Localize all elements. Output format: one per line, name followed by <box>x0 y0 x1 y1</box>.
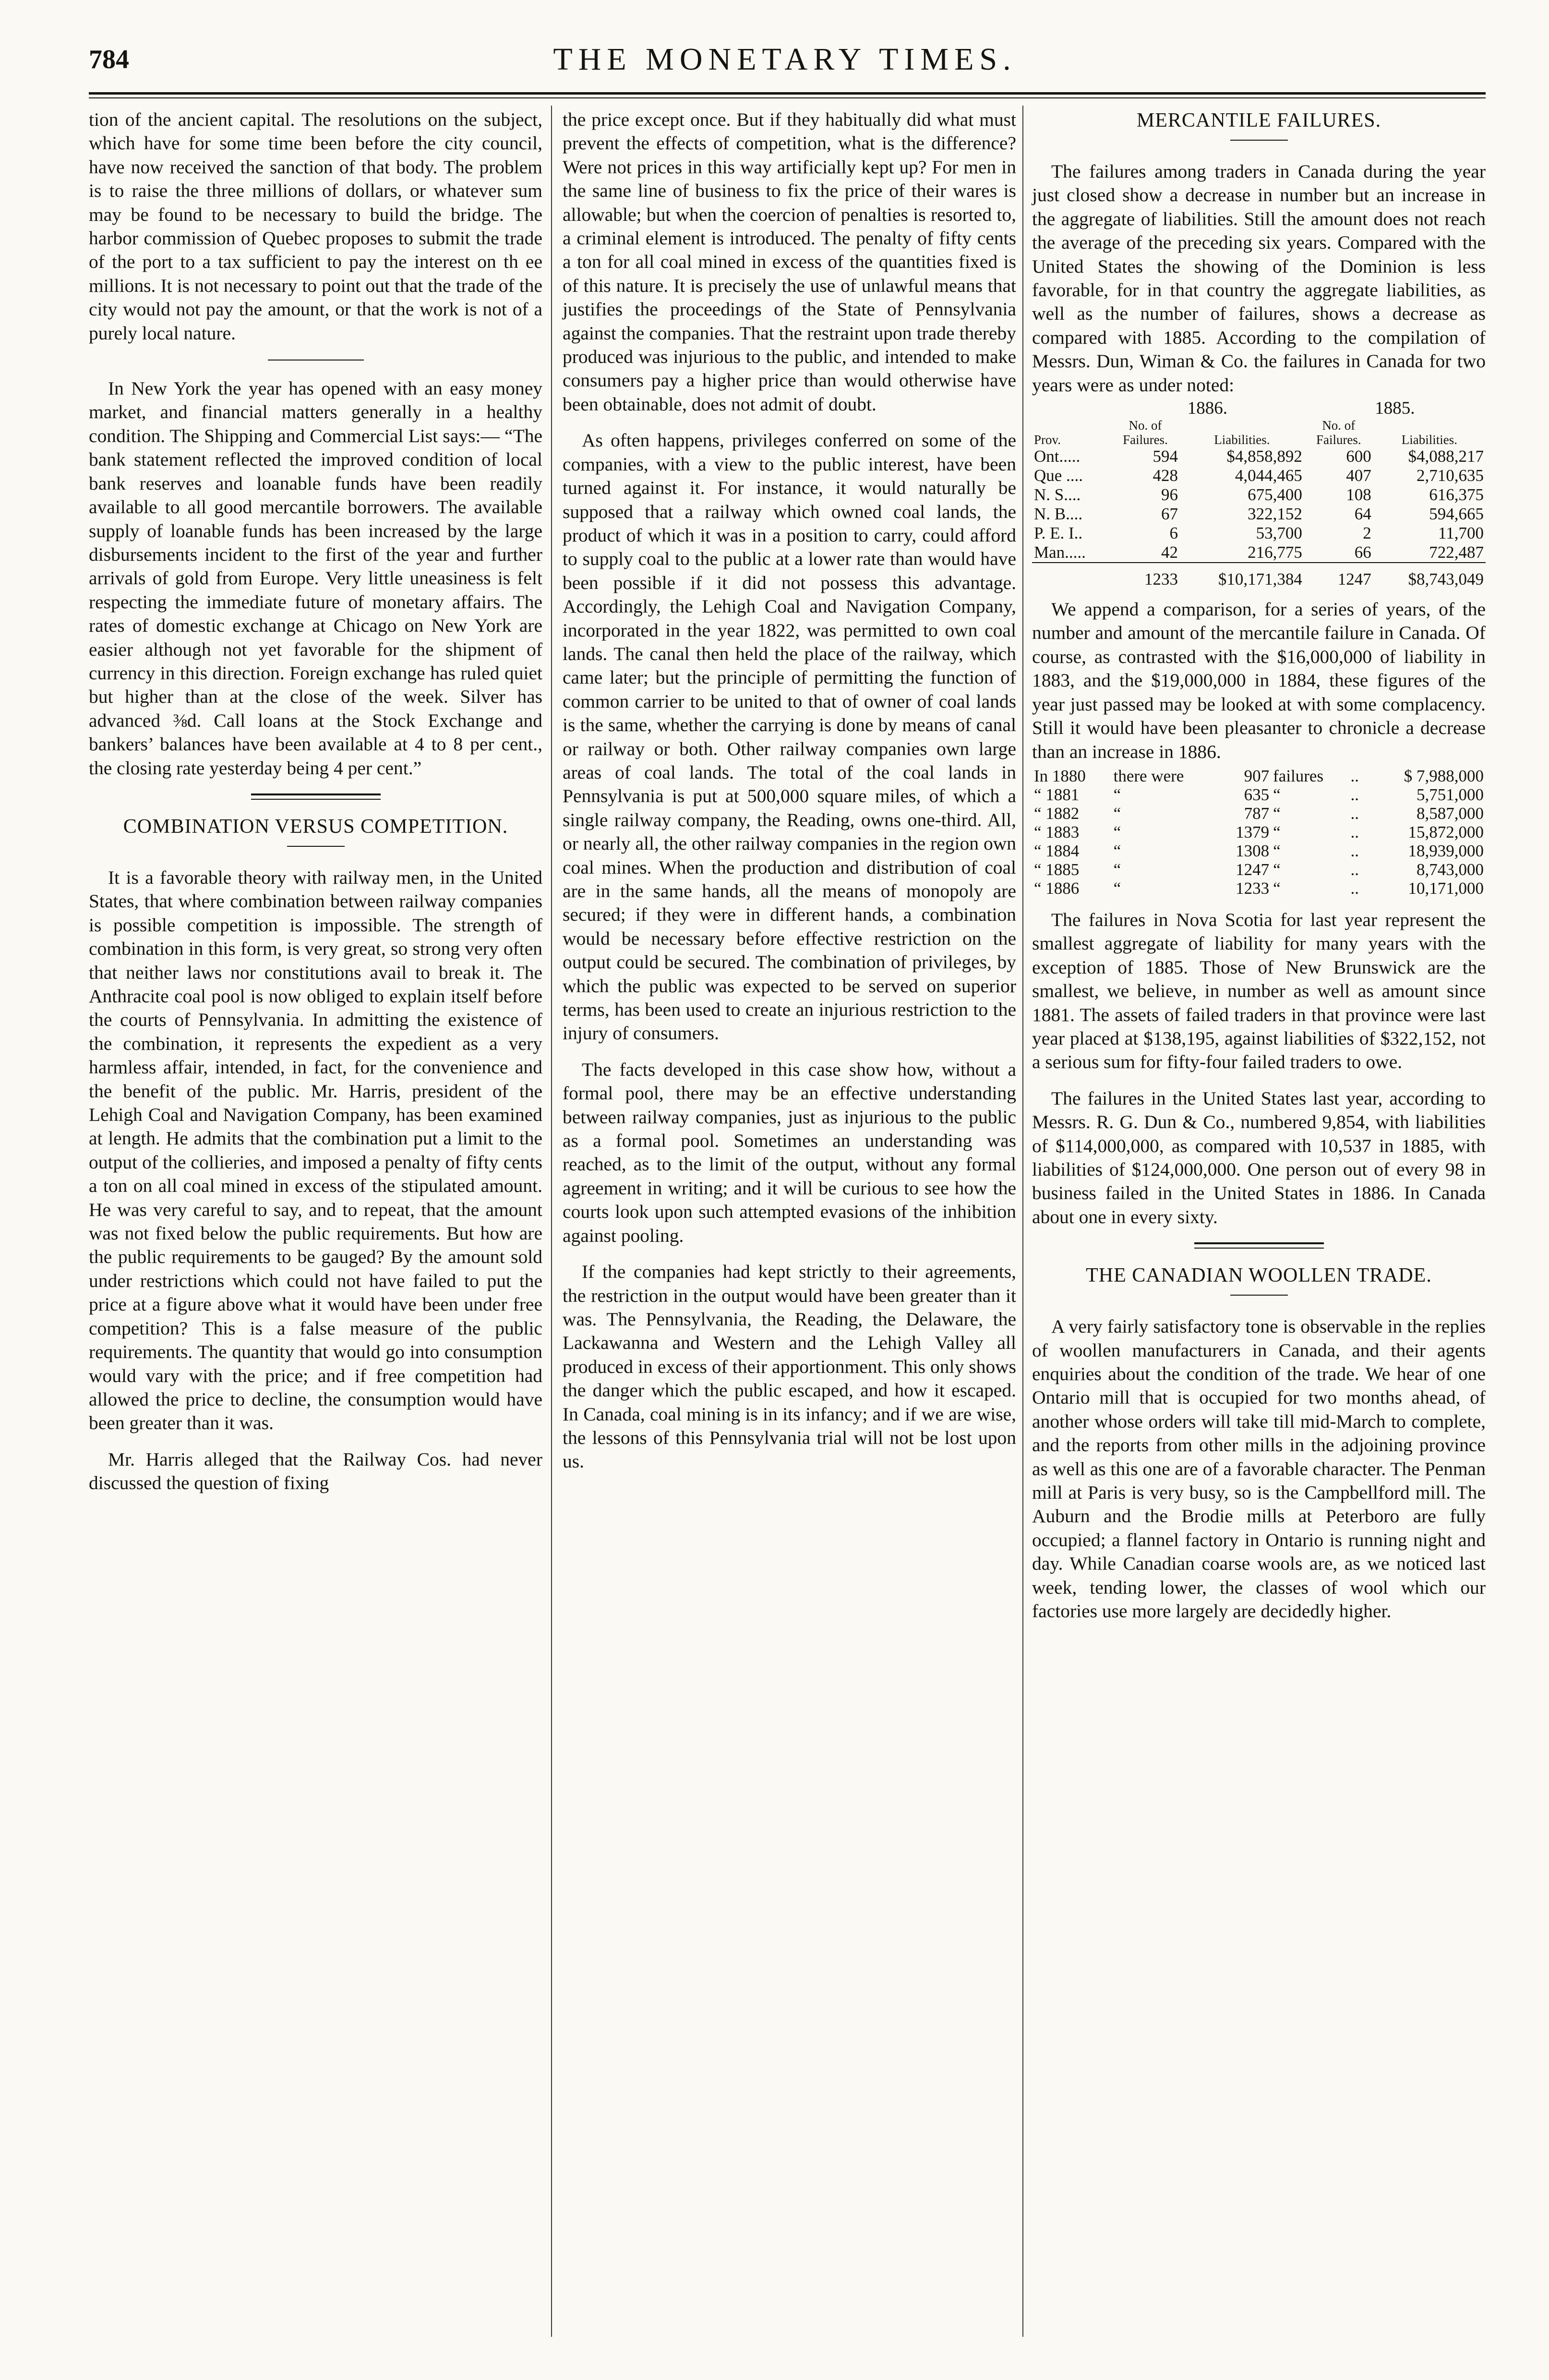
table-row <box>1032 447 1486 466</box>
table-cell: $4,858,892 <box>1226 447 1302 466</box>
article-paragraph: As often happens, privileges conferred on some of the companies, with a view to the public interest, have been turned against it. For instance, it would naturally be supposed that a railway which owned coal lands, the product of which it was in a position to carry, could afford to supply coal to the public at a lower rate than would have been possible if it did not possess this advantage. Accordingly, the Lehigh Coal and Navigation Company, incorporated in the year 1822, was permitted to own coal lands. The canal then held the place of the railway, which came later; but the principle of permitting the function of common carrier to be united to that of owner of coal lands is the same, whether the carrying is done by means of canal or railway or both. Other railway companies own large areas of coal lands. The total of the coal lands in Pennsylvania is put at 500,000 square miles, of which a single railway company, the Reading, owns one-third. All, or nearly all, the other railway companies in the region own coal mines. When the production and distribution of coal are in the same hands, all the means of monopoly are secured; if they were in different hands, a combination would be necessary before effective restriction on the output could be secured. The combination of privileges, by which the public was expected to be served on superior terms, has been used to create an injurious restriction to the injury of consumers. <box>563 430 1016 1044</box>
table-row <box>1032 804 1486 823</box>
table-row <box>1032 860 1486 879</box>
column-divider-2 <box>1022 106 1023 2337</box>
table-row <box>1032 841 1486 860</box>
table-cell: .. <box>1350 804 1359 823</box>
article-heading: MERCANTILE FAILURES. <box>1136 109 1381 132</box>
article-paragraph: A very fairly satisfactory tone is observable in the replies of woollen manufacturers in Canada, and their agents enquiries about the condition of the trade. We hear of one Ontario mill that is occupied for two months ahead, of another whose orders will take till mid-March to complete, and the reports from other mills in the adjoining province as well as this one are of a favorable character. The Penman mill at Paris is very busy, so is the Campbellford mill. The Auburn and the Brodie mills at Peterboro are fully occupied; a flannel factory in Ontario is running night and day. While Canadian coarse wools are, as we noticed last week, tending lower, the classes of wool which our factories use more largely are decidedly higher. <box>1032 1316 1486 1622</box>
table-cell: .. <box>1350 766 1359 785</box>
table-cell: N. S.... <box>1034 485 1081 505</box>
column-divider-1 <box>551 106 552 2337</box>
table-cell: 1247 <box>1304 563 1373 589</box>
heading-rule <box>1230 140 1288 141</box>
table-cell: .. <box>1350 860 1359 879</box>
table-cell: 64 <box>1354 505 1371 524</box>
page-number: 784 <box>89 45 129 74</box>
table-header: No. of <box>1322 418 1356 433</box>
article-paragraph: The failures among traders in Canada during the year just closed show a decrease in number but an increase in the aggregate of liabilities. Still the amount does not reach the average of the preceding six years. Compared with the United States the showing of the Dominion is less favorable, for in that country the aggregate liabilities, as well as the number of failures, shows a decrease as compared with 1885. According to the compilation of Messrs. Dun, Wiman & Co. the failures in Canada for two years were as under noted: <box>1032 161 1486 396</box>
table-cell: 1308 <box>1236 841 1270 860</box>
table-row <box>1032 524 1486 543</box>
table-cell: “ <box>1273 804 1281 823</box>
table-cell: $4,088,217 <box>1408 447 1484 466</box>
table-cell: “ <box>1113 841 1121 860</box>
table-header: No. of <box>1129 418 1162 433</box>
article-paragraph: the price except once. But if they habitually did what must prevent the effects of competition, what is the difference? Were not prices in this way artificially kept up? For men in the same line of business to fix the price of their wares is allowable; but when the coercion of penalties is resorted to, a criminal element is introduced. The penalty of fifty cents a ton for all coal mined in excess of the quantities fixed is of this nature. It is precisely the use of unlawful means that justifies the proceedings of the State of Pennsylvania against the companies. That the restraint upon trade thereby produced was injurious to the public, and intended to make consumers pay a higher price than would otherwise have been obtainable, does not admit of doubt. <box>563 109 1016 415</box>
table-cell: Ont..... <box>1034 447 1081 466</box>
table-cell: “ <box>1273 822 1281 841</box>
table-cell: “ <box>1113 878 1121 898</box>
table-cell: $ 7,988,000 <box>1404 766 1484 785</box>
table-cell: “ <box>1273 878 1281 898</box>
article-separator <box>251 793 381 800</box>
table-row <box>1032 485 1486 505</box>
table-row <box>1032 879 1486 898</box>
table-cell: there were <box>1113 766 1184 785</box>
table-cell: 594 <box>1153 447 1178 466</box>
table-cell: “ <box>1113 822 1121 841</box>
table-cell: 4,044,465 <box>1235 466 1302 485</box>
article-paragraph: We append a comparison, for a series of years, of the number and amount of the mercantile failure in Canada. Of course, as contrasted with the $16,000,000 of liability in 1883, and the $19,000,000 in 1884, these figures of the year just passed may be looked at with some complacency. Still it would have been pleasanter to chronicle a decrease than an increase in 1886. <box>1032 599 1486 762</box>
heading-rule <box>287 846 345 847</box>
table-cell: “ 1885 <box>1034 860 1080 879</box>
table-cell: 42 <box>1161 543 1178 562</box>
table-cell: 322,152 <box>1248 505 1302 524</box>
table-cell: 96 <box>1161 485 1178 505</box>
column-3 <box>1032 108 1486 2337</box>
article-paragraph: The failures in the United States last year, according to Messrs. R. G. Dun & Co., numbered 9,854, with liabilities of $114,000,000, as compared with 10,537 in 1885, with liabilities of $124,000,000. One person out of every 98 in business failed in the United States in 1886. In Canada about one in every sixty. <box>1032 1087 1486 1227</box>
table-cell: 8,587,000 <box>1417 804 1484 823</box>
table-row <box>1032 466 1486 485</box>
page-header <box>89 44 1481 87</box>
table-header: Liabilities. <box>1214 433 1270 447</box>
section-separator <box>268 360 364 361</box>
table-cell: N. B.... <box>1034 505 1083 524</box>
table-cell: In 1880 <box>1034 766 1086 785</box>
table-cell: “ <box>1113 860 1121 879</box>
table-cell: “ <box>1113 804 1121 823</box>
failures-by-province-table <box>1032 399 1486 589</box>
header-rule-thin <box>89 97 1486 98</box>
table-cell: 1247 <box>1236 860 1270 879</box>
table-cell: 787 <box>1244 804 1270 823</box>
table-cell: 600 <box>1346 447 1371 466</box>
article-separator <box>1194 1242 1324 1249</box>
table-header: Prov. <box>1034 433 1061 447</box>
table-cell: 108 <box>1346 485 1371 505</box>
table-cell: “ 1886 <box>1034 878 1080 898</box>
article-paragraph: In New York the year has opened with an easy money market, and financial matters generally in a healthy condition. The Shipping and Commercial List says:— “The bank statement reflected the improved condition of local bank reserves and loanable funds have been readily available to all good mercantile borrowers. The available supply of loanable funds has been increased by the large disbursements incident to the first of the year and further arrivals of gold from Europe. Very little uneasiness is felt respecting the immediate future of monetary affairs. The rates of domestic exchange at Chicago on New York are easier although not yet favorable for the shipment of currency in this direction. Foreign exchange has ruled quiet but higher than at the close of the week. Silver has advanced ⅜d. Call loans at the Stock Exchange and bankers’ balances have been available at 4 to 8 per cent., the closing rate yesterday being 4 per cent.” <box>89 378 542 779</box>
article-paragraph: tion of the ancient capital. The resolutions on the subject, which have for some time been before the city council, have now received the sanction of that body. The problem is to raise the three millions of dollars, or whatever sum may be found to be necessary to build the bridge. The harbor commission of Quebec proposes to submit the trade of the port to a tax sufficient to pay the interest on th ee millions. It is not necessary to point out that the trade of the city would not pay the amount, or that the work is not of a purely local nature. <box>89 109 542 344</box>
table-cell: “ <box>1113 785 1121 804</box>
table-row <box>1032 767 1486 785</box>
table-cell: P. E. I.. <box>1034 524 1083 543</box>
heading-rule <box>1230 1295 1288 1296</box>
masthead-title: THE MONETARY TIMES. <box>553 42 1017 77</box>
table-cell: 11,700 <box>1438 524 1484 543</box>
table-cell: $10,171,384 <box>1180 563 1304 589</box>
table-cell: 407 <box>1346 466 1371 485</box>
table-year-heading: 1885. <box>1375 398 1415 419</box>
article-paragraph: If the companies had kept strictly to their agreements, the restriction in the output would have been greater than it was. The Pennsylvania, the Reading, the Delaware, the Lackawanna and Western and the Lehigh Valley all produced in excess of their apportionment. This only shows the danger which the public escaped, and how it escaped. In Canada, coal mining is in its infancy; and if we are wise, the lessons of this Pennsylvania trial will not be lost upon us. <box>563 1261 1016 1472</box>
table-cell: 66 <box>1354 543 1371 562</box>
table-cell: “ <box>1273 860 1281 879</box>
table-cell: .. <box>1350 878 1359 898</box>
table-cell: “ <box>1273 785 1281 804</box>
table-cell: 2,710,635 <box>1417 466 1484 485</box>
table-cell: 6 <box>1169 524 1178 543</box>
header-rule-thick <box>89 92 1486 95</box>
table-cell: “ 1884 <box>1034 841 1080 860</box>
article-paragraph: The failures in Nova Scotia for last year represent the smallest aggregate of liability for many years with the exception of 1885. Those of New Brunswick are the smallest, we believe, in number as well as amount since 1881. The assets of failed traders in that province were last year placed at $138,195, against liabilities of $322,152, not a serious sum for fifty-four failed traders to owe. <box>1032 909 1486 1073</box>
article-heading: COMBINATION VERSUS COMPETITION. <box>123 815 508 838</box>
article-paragraph: The facts developed in this case show how, without a formal pool, there may be an effective understanding between railway companies, just as injurious to the public as a formal pool. Sometimes an understanding was reached, as to the limit of the output, without any formal agreement in writing; and it will be curious to see how the courts look upon such attempted evasions of the inhibition against pooling. <box>563 1058 1016 1246</box>
table-cell: 5,751,000 <box>1417 785 1484 804</box>
table-cell: “ 1881 <box>1034 785 1080 804</box>
table-cell: “ <box>1273 841 1281 860</box>
table-cell: 2 <box>1363 524 1371 543</box>
table-cell: 67 <box>1161 505 1178 524</box>
table-cell: 907 <box>1244 766 1270 785</box>
table-cell: $8,743,049 <box>1373 563 1486 589</box>
table-cell: .. <box>1350 785 1359 804</box>
table-cell: 8,743,000 <box>1417 860 1484 879</box>
table-cell: 616,375 <box>1429 485 1484 505</box>
article-paragraph: It is a favorable theory with railway men, in the United States, that where combination between railway companies is possible competition is impossible. The strength of combination in this form, is very great, so strong very often that neither laws nor constitutions avail to break it. The Anthracite coal pool is now obliged to explain itself before the courts of Pennsylvania. In admitting the existence of the combination, it represents the expedient as a very harmless affair, intended, in fact, for the convenience and the benefit of the public. Mr. Harris, president of the Lehigh Coal and Navigation Company, has been examined at length. He admits that the combination put a limit to the output of the collieries, and imposed a penalty of fifty cents a ton on all coal mined in excess of the stipulated amount. He was very careful to say, and to repeat, that the amount was not fixed below the public requirements. But how are the public requirements to be gauged? By the amount sold under restrictions which could not have failed to put the price at a figure above what it would have been under free competition? This is a false measure of the public requirements. The quantity that would go into consumption would vary with the price; and if free competition had allowed the price to decline, the consumption would have been greater than it was. <box>89 866 542 1434</box>
table-cell: “ 1882 <box>1034 804 1080 823</box>
table-year-heading: 1886. <box>1187 398 1228 419</box>
table-cell: 10,171,000 <box>1408 878 1484 898</box>
table-row <box>1032 823 1486 841</box>
table-cell: 15,872,000 <box>1408 822 1484 841</box>
table-cell: .. <box>1350 822 1359 841</box>
table-header: Liabilities. <box>1401 433 1458 447</box>
table-cell: .. <box>1350 841 1359 860</box>
table-cell: 1379 <box>1236 822 1270 841</box>
table-cell: 428 <box>1153 466 1178 485</box>
table-cell: 53,700 <box>1256 524 1302 543</box>
table-cell: “ 1883 <box>1034 822 1080 841</box>
table-cell: 18,939,000 <box>1408 841 1484 860</box>
table-cell: Man..... <box>1034 543 1086 562</box>
table-cell: 216,775 <box>1248 543 1302 562</box>
table-cell: 1233 <box>1111 563 1180 589</box>
failures-by-year-table <box>1032 767 1486 898</box>
table-total-row <box>1032 563 1486 589</box>
table-cell: Que .... <box>1034 466 1083 485</box>
table-cell: 635 <box>1244 785 1270 804</box>
table-row <box>1032 543 1486 563</box>
table-cell: 594,665 <box>1429 505 1484 524</box>
table-row <box>1032 785 1486 804</box>
table-row <box>1032 505 1486 524</box>
article-paragraph: Mr. Harris alleged that the Railway Cos. had never discussed the question of fixing <box>89 1448 542 1494</box>
article-heading: THE CANADIAN WOOLLEN TRADE. <box>1086 1264 1432 1287</box>
table-cell: failures <box>1273 766 1324 785</box>
table-header: Failures. <box>1123 433 1168 447</box>
table-cell: 675,400 <box>1248 485 1302 505</box>
column-1 <box>89 108 542 2337</box>
table-cell: 722,487 <box>1429 543 1484 562</box>
column-2 <box>563 108 1016 2337</box>
table-header: Failures. <box>1316 433 1361 447</box>
table-cell: 1233 <box>1236 878 1270 898</box>
